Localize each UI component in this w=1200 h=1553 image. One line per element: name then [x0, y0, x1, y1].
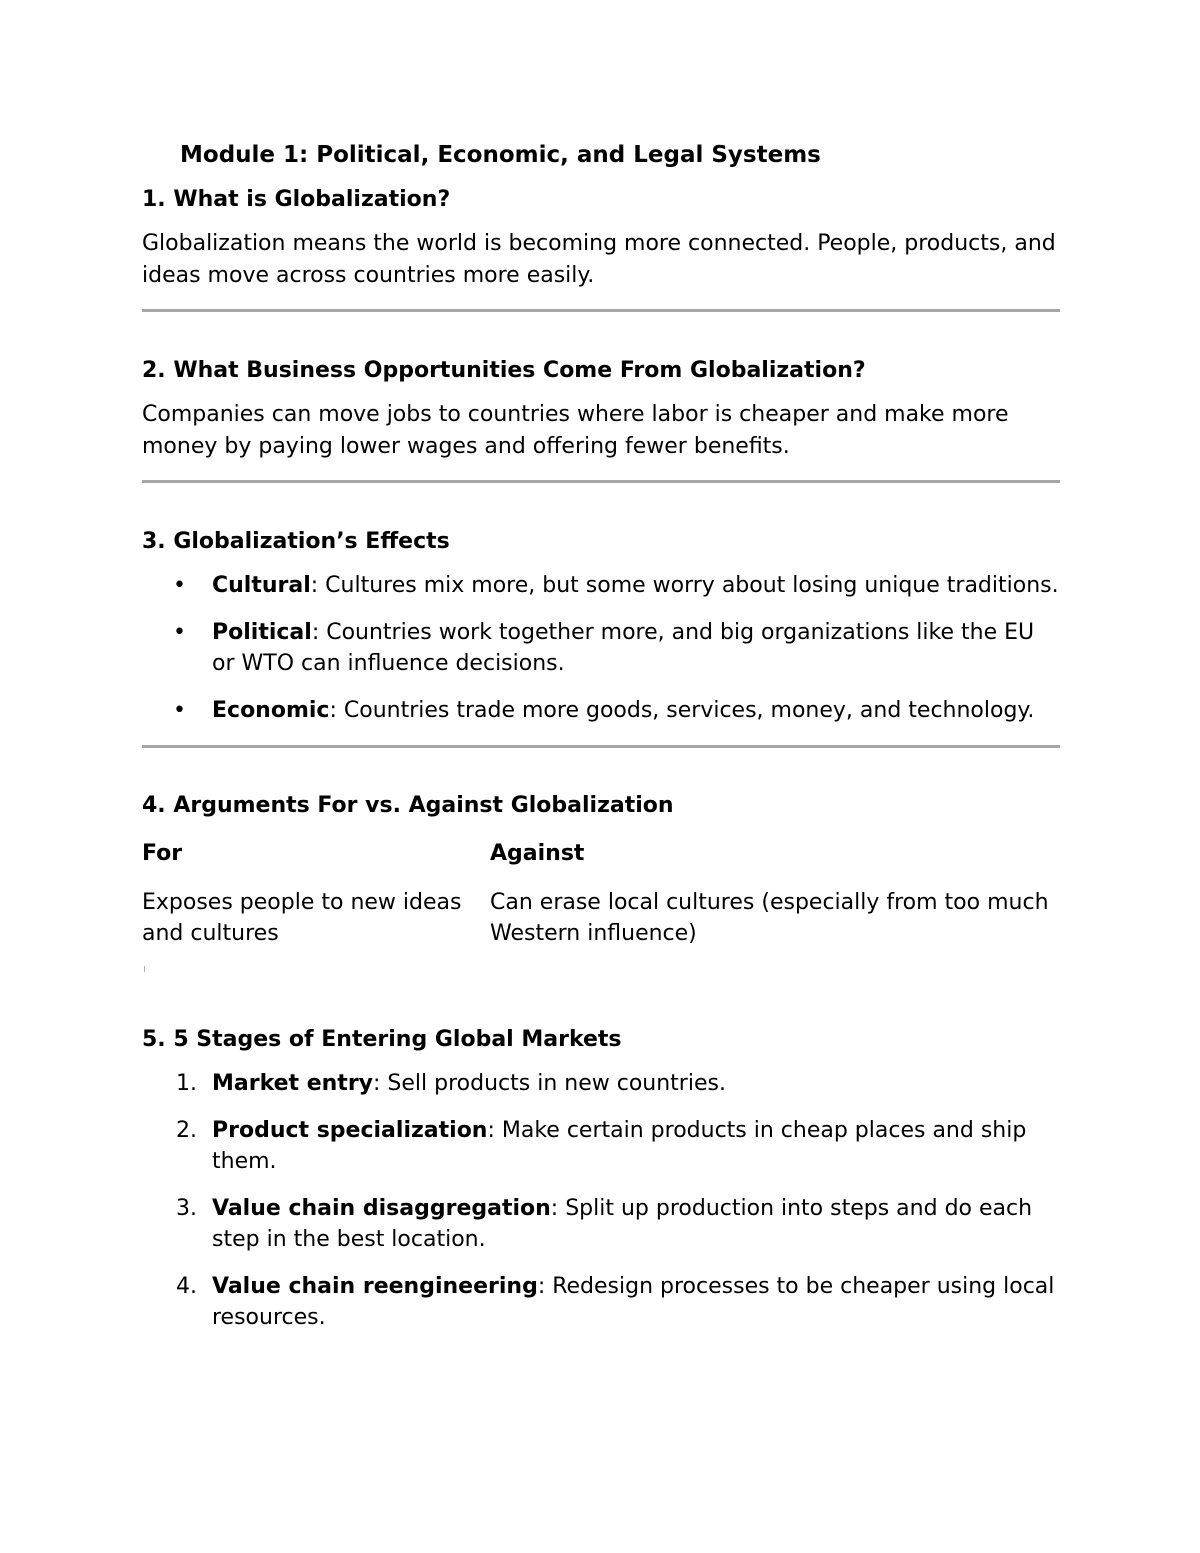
section-heading: 2. What Business Opportunities Come From Globalization? — [142, 358, 866, 383]
document-page — [142, 138, 1060, 1349]
horizontal-divider — [142, 745, 1060, 748]
list-item — [142, 695, 1060, 726]
stage-term: Product specialization — [212, 1118, 488, 1143]
section-business-opportunities — [142, 355, 1060, 463]
section-body: Companies can move jobs to countries where labor is cheaper and make more money by paying lower wages and offering fewer benefits. — [142, 402, 1009, 459]
effect-text: : Countries trade more goods, services, money, and technology. — [329, 698, 1035, 723]
effect-text: : Cultures mix more, but some worry about losing unique traditions. — [310, 573, 1059, 598]
section-heading: 3. Globalization’s Effects — [142, 529, 450, 554]
table-cell-for: Exposes people to new ideas and cultures — [142, 890, 462, 946]
list-number: 4. — [176, 1274, 197, 1299]
section-globalization-effects — [142, 526, 1060, 726]
section-what-is-globalization — [142, 184, 1060, 292]
table-cell-against: Can erase local cultures (especially from too much Western influence) — [490, 890, 1049, 946]
list-item — [142, 1068, 1060, 1099]
bullet-icon: • — [173, 620, 186, 645]
stage-term: Market entry — [212, 1071, 374, 1096]
list-number: 1. — [176, 1071, 197, 1096]
horizontal-divider — [142, 309, 1060, 312]
stage-text: : Sell products in new countries. — [373, 1071, 726, 1096]
effect-term: Economic — [212, 698, 330, 723]
stage-text: : Split up production into steps and do each step in the best location. — [212, 1196, 1033, 1252]
section-heading: 5. 5 Stages of Entering Global Markets — [142, 1027, 622, 1052]
section-heading: 4. Arguments For vs. Against Globalization — [142, 793, 674, 818]
section-body: Globalization means the world is becoming more connected. People, products, and ideas move across countries more easily. — [142, 231, 1056, 288]
stages-list — [142, 1068, 1060, 1333]
stage-term: Value chain reengineering — [212, 1274, 538, 1299]
divider-mark — [144, 966, 145, 972]
stage-term: Value chain disaggregation — [212, 1196, 551, 1221]
arguments-table — [142, 838, 1060, 949]
list-item — [142, 1115, 1060, 1177]
effect-term: Cultural — [212, 573, 311, 598]
stage-text: : Redesign processes to be cheaper using local resources. — [212, 1274, 1055, 1330]
bullet-icon: • — [173, 698, 186, 723]
document-title: Module 1: Political, Economic, and Legal Systems — [180, 142, 821, 168]
table-header-row — [142, 838, 1060, 887]
column-header-for: For — [142, 841, 183, 866]
effects-list — [142, 570, 1060, 726]
section-heading: 1. What is Globalization? — [142, 187, 451, 212]
list-item — [142, 1193, 1060, 1255]
column-header-against: Against — [490, 841, 585, 866]
list-number: 3. — [176, 1196, 197, 1221]
stage-text: : Make certain products in cheap places and ship them. — [212, 1118, 1027, 1174]
horizontal-divider — [142, 480, 1060, 483]
list-item — [142, 617, 1060, 679]
bullet-icon: • — [173, 573, 186, 598]
table-row — [142, 887, 1060, 949]
list-item — [142, 1271, 1060, 1333]
effect-text: : Countries work together more, and big organizations like the EU or WTO can influence decisions. — [212, 620, 1035, 676]
list-number: 2. — [176, 1118, 197, 1143]
section-arguments — [142, 790, 1060, 949]
section-stages — [142, 1024, 1060, 1333]
list-item — [142, 570, 1060, 601]
effect-term: Political — [212, 620, 312, 645]
